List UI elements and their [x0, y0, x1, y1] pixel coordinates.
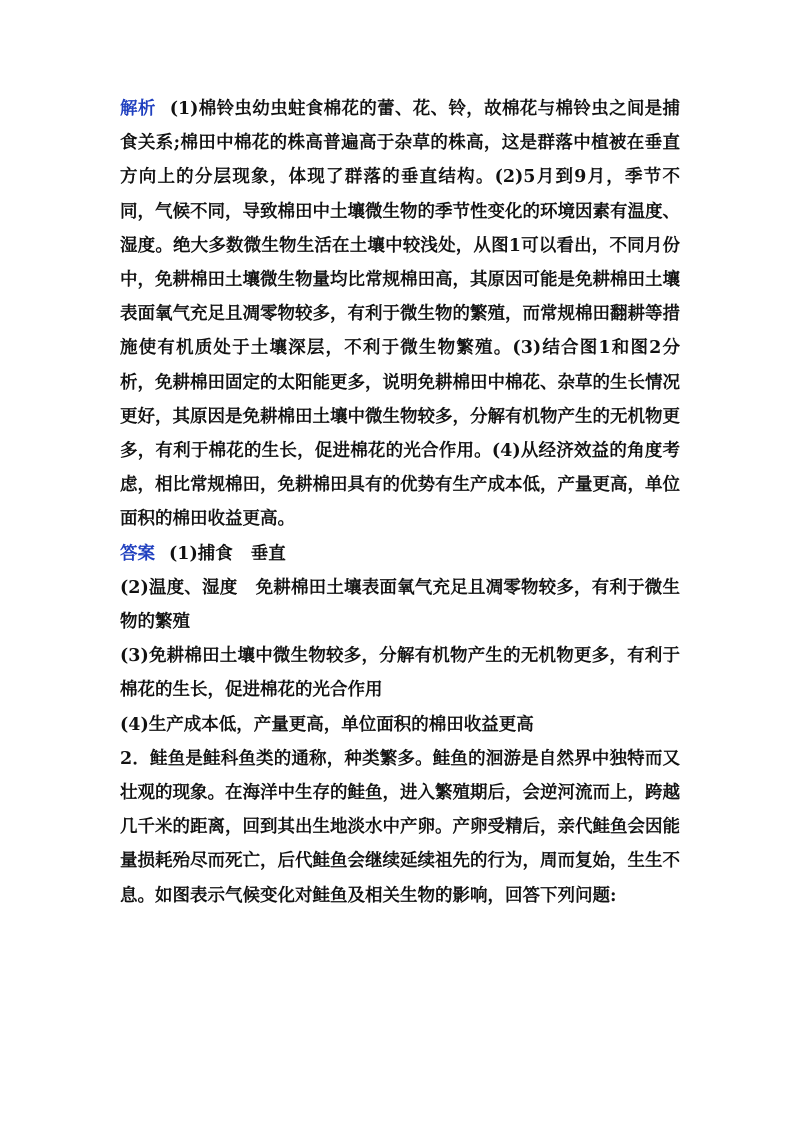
answer-item-1-rest: 垂直 — [250, 543, 286, 564]
answer-item-4 — [120, 708, 680, 742]
page-content — [120, 92, 680, 913]
answer-item-1 — [120, 537, 680, 571]
question-2-text: 2．鲑鱼是鲑科鱼类的通称，种类繁多。鲑鱼的洄游是自然界中独特而又壮观的现象。在海洋中生存的鲑鱼，进入繁殖期后，会逆河流而上，跨越几千米的距离，回到其出生地淡水中产卵。产卵受精后，亲代鲑鱼会因能量损耗殆尽而死亡，后代鲑鱼会继续延续祖先的行为，周而复始，生生不息。如图表示气候变化对鲑鱼及相关生物的影响，回答下列问题: — [120, 748, 680, 906]
answer-item-4-text: (4)生产成本低，产量更高，单位面积的棉田收益更高 — [120, 714, 534, 735]
answer-label: 答案 — [120, 543, 155, 564]
answer-item-3 — [120, 639, 680, 707]
analysis-paragraph — [120, 92, 680, 537]
answer-item-2-prefix: (2)温度、湿度 — [120, 577, 238, 598]
analysis-label: 解析 — [120, 99, 156, 119]
answer-item-1-prefix: (1)捕食 — [169, 543, 233, 564]
question-2-paragraph — [120, 742, 680, 913]
answer-item-3-text: (3)免耕棉田土壤中微生物较多，分解有机物产生的无机物更多，有利于棉花的生长，促进棉花的光合作用 — [120, 646, 680, 701]
answer-item-2 — [120, 571, 680, 639]
answer-item-2-rest: 免耕棉田土壤表面氧气充足且凋零物较多，有利于微生物的繁殖 — [120, 577, 680, 633]
analysis-text: (1)棉铃虫幼虫蛀食棉花的蕾、花、铃，故棉花与棉铃虫之间是捕食关系;棉田中棉花的株高普遍高于杂草的株高，这是群落中植被在垂直方向上的分层现象，体现了群落的垂直结构。(2)5月到9月，季节不同，气候不同，导致棉田中土壤微生物的季节性变化的环境因素有温度、湿度。绝大多数微生物生活在土壤中较浅处，从图1可以看出，不同月份中，免耕棉田土壤微生物量均比常规棉田高，其原因可能是免耕棉田土壤表面氧气充足且凋零物较多，有利于微生物的繁殖，而常规棉田翻耕等措施使有机质处于土壤深层，不利于微生物繁殖。(3)结合图1和图2分析，免耕棉田固定的太阳能更多，说明免耕棉田中棉花、杂草的生长情况更好，其原因是免耕棉田土壤中微生物较多，分解有机物产生的无机物更多，有利于棉花的生长，促进棉花的光合作用。(4)从经济效益的角度考虑，相比常规棉田，免耕棉田具有的优势有生产成本低，产量更高，单位面积的棉田收益更高。 — [120, 99, 680, 530]
